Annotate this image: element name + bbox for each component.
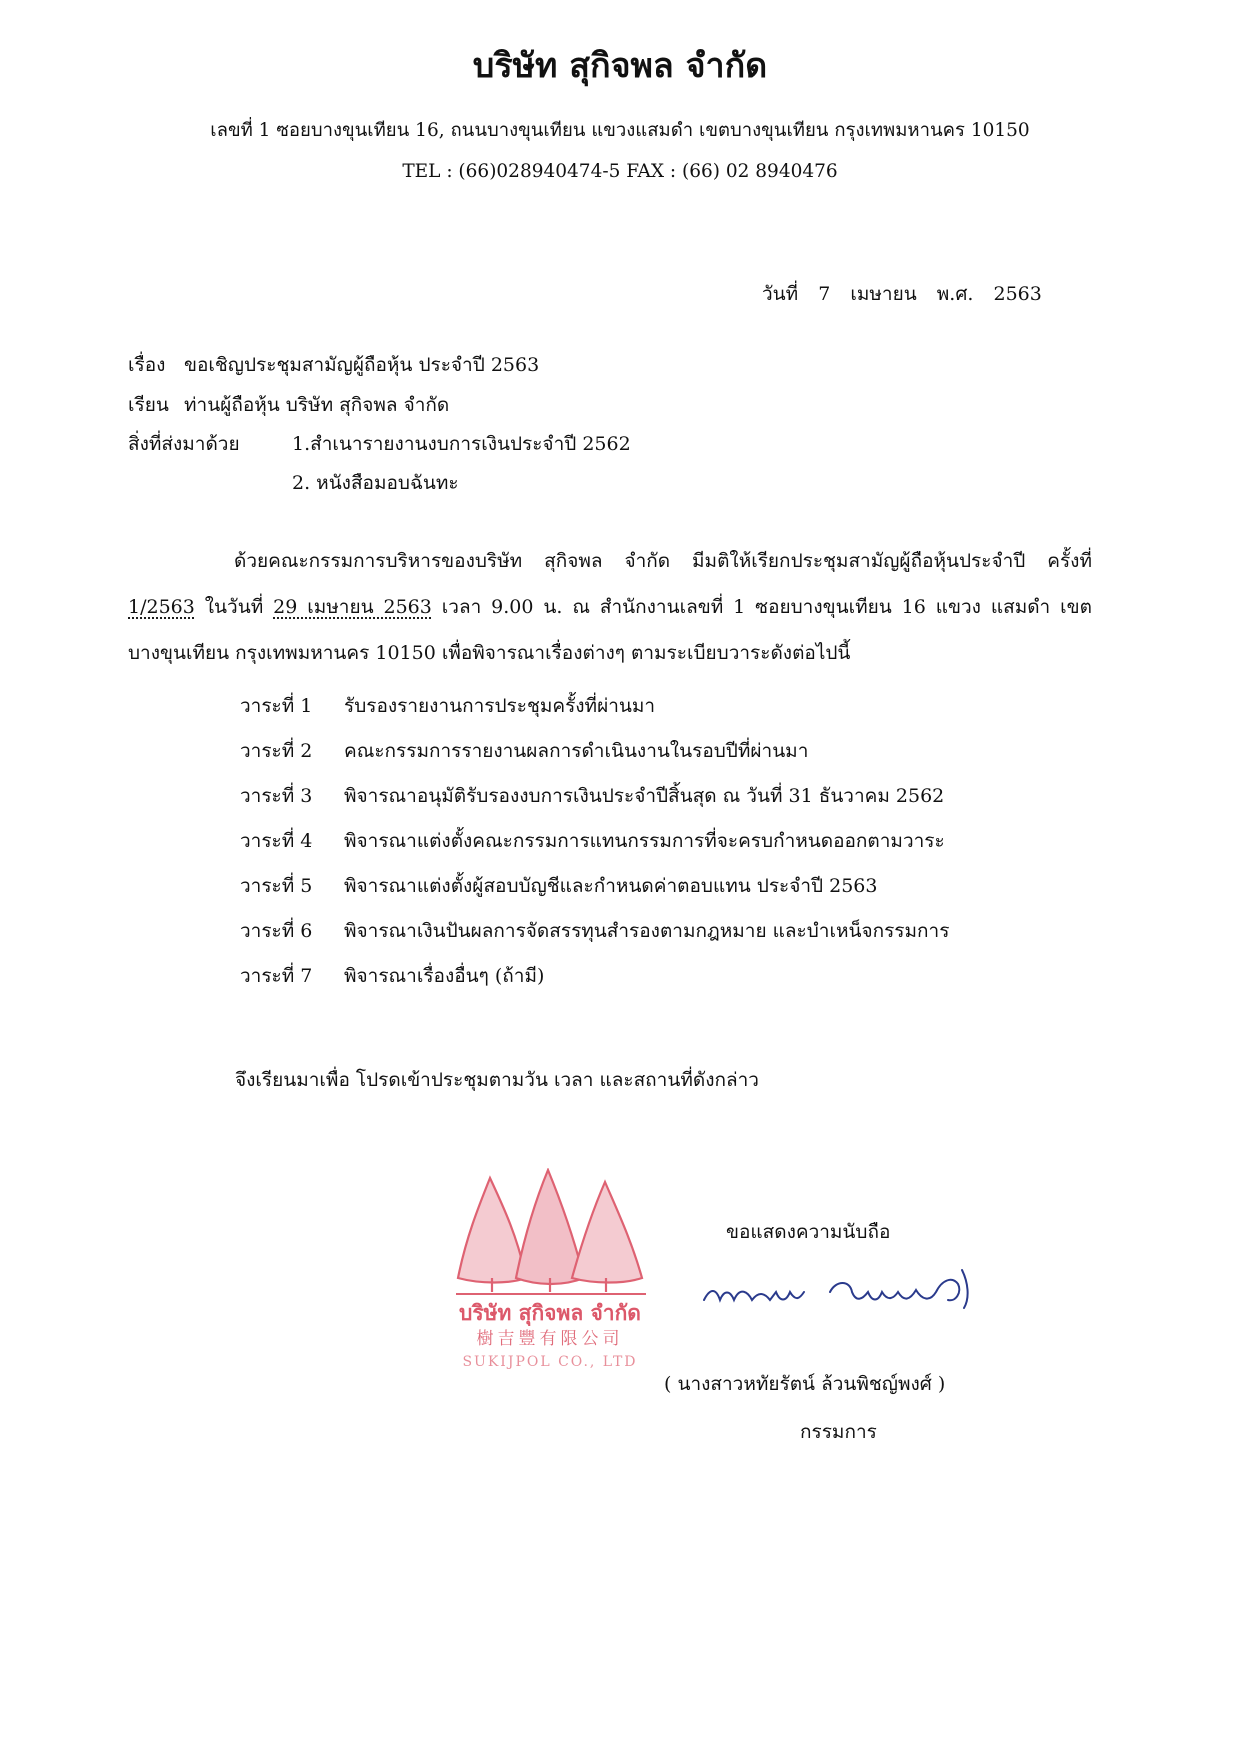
agenda-text: พิจารณาอนุมัติรับรองงบการเงินประจำปีสิ้นสุด ณ วันที่ 31 ธันวาคม 2562: [344, 785, 945, 807]
date-month: เมษายน: [850, 283, 917, 305]
stamp-thai-text: บริษัท สุกิจพล จำกัด: [459, 1301, 641, 1325]
agenda-item: [240, 961, 544, 991]
signature-graphic: [700, 1262, 1000, 1322]
date-label: วันที่: [762, 283, 799, 305]
subject-line: [128, 350, 539, 380]
agenda-number: วาระที่ 3: [240, 785, 313, 807]
body-paragraph: [128, 538, 1092, 676]
company-address: เลขที่ 1 ซอยบางขุนเทียน 16, ถนนบางขุนเทียน แขวงแสมดำ เขตบางขุนเทียน กรุงเทพมหานคร 10150: [210, 120, 1030, 141]
agenda-text: คณะกรรมการรายงานผลการดำเนินงานในรอบปีที่ผ่านมา: [344, 740, 809, 762]
recipient-text: ท่านผู้ถือหุ้น บริษัท สุกิจพล จำกัด: [184, 394, 450, 416]
recipient-line: [128, 390, 449, 420]
agenda-item: [240, 691, 655, 721]
agenda-item: [240, 781, 944, 811]
agenda-item: [240, 736, 808, 766]
body-part1: ด้วยคณะกรรมการบริหารของบริษัท สุกิจพล จำกัด มีมติให้เรียกประชุมสามัญผู้ถือหุ้นประจำปี ครั้งที่: [234, 550, 1092, 572]
agenda-number: วาระที่ 6: [240, 920, 313, 942]
agenda-text: พิจารณาเรื่องอื่นๆ (ถ้ามี): [344, 965, 545, 987]
date-year: 2563: [993, 283, 1042, 305]
signatory-name: ( นางสาวหทัยรัตน์ ล้วนพิชญ์พงศ์ ): [664, 1373, 946, 1395]
closing-text: จึงเรียนมาเพื่อ โปรดเข้าประชุมตามวัน เวลา และสถานที่ดังกล่าว: [235, 1069, 759, 1091]
recipient-label: เรียน: [128, 394, 169, 416]
body-part2: ในวันที่: [204, 596, 264, 618]
agenda-number: วาระที่ 7: [240, 965, 313, 987]
handwritten-signature: [700, 1262, 1000, 1326]
date-day: 7: [818, 283, 831, 305]
agenda-text: พิจารณาเงินปันผลการจัดสรรทุนสำรองตามกฎหมาย และบำเหน็จกรรมการ: [344, 920, 950, 942]
company-stamp: [440, 1168, 660, 1382]
agenda-item: [240, 871, 877, 901]
enclosure-item: 2. หนังสือมอบฉันทะ: [292, 472, 459, 494]
letter-date: [762, 279, 1042, 309]
date-era: พ.ศ.: [936, 283, 974, 305]
meeting-date: 29 เมษายน 2563: [273, 596, 432, 618]
agenda-number: วาระที่ 2: [240, 740, 313, 762]
body-part3: เวลา 9.00 น. ณ สำนักงานเลขที่ 1 ซอยบางขุนเทียน 16 แขวง แสมดำ เขตบางขุนเทียน กรุงเทพมหานคร 10150 เพื่อพิจารณาเรื่องต่างๆ ตามระเบียบวาระดังต่อไปนี้: [128, 596, 1092, 664]
stamp-graphic: [440, 1168, 660, 1378]
agenda-number: วาระที่ 5: [240, 875, 313, 897]
enclosures-label: สิ่งที่ส่งมาด้วย: [128, 433, 240, 455]
subject-text: ขอเชิญประชุมสามัญผู้ถือหุ้น ประจำปี 2563: [184, 354, 540, 376]
agenda-text: พิจารณาแต่งตั้งคณะกรรมการแทนกรรมการที่จะครบกำหนดออกตามวาระ: [344, 830, 945, 852]
company-contact: TEL : (66)028940474-5 FAX : (66) 02 8940476: [402, 161, 838, 182]
company-name: บริษัท สุกิจพล จำกัด: [472, 46, 768, 86]
agenda-text: พิจารณาแต่งตั้งผู้สอบบัญชีและกำหนดค่าตอบแทน ประจำปี 2563: [344, 875, 878, 897]
meeting-number: 1/2563: [128, 596, 195, 618]
agenda-text: รับรองรายงานการประชุมครั้งที่ผ่านมา: [344, 695, 656, 717]
stamp-chinese-text: 樹吉豐有限公司: [476, 1329, 624, 1349]
agenda-number: วาระที่ 1: [240, 695, 313, 717]
agenda-number: วาระที่ 4: [240, 830, 313, 852]
subject-label: เรื่อง: [128, 354, 166, 376]
signatory-position: กรรมการ: [800, 1421, 877, 1443]
enclosure-item: 1.สำเนารายงานงบการเงินประจำปี 2562: [292, 433, 631, 455]
agenda-item: [240, 826, 945, 856]
agenda-item: [240, 916, 949, 946]
regards-text: ขอแสดงความนับถือ: [726, 1221, 891, 1243]
stamp-english-text: SUKIJPOL CO., LTD: [462, 1354, 638, 1370]
